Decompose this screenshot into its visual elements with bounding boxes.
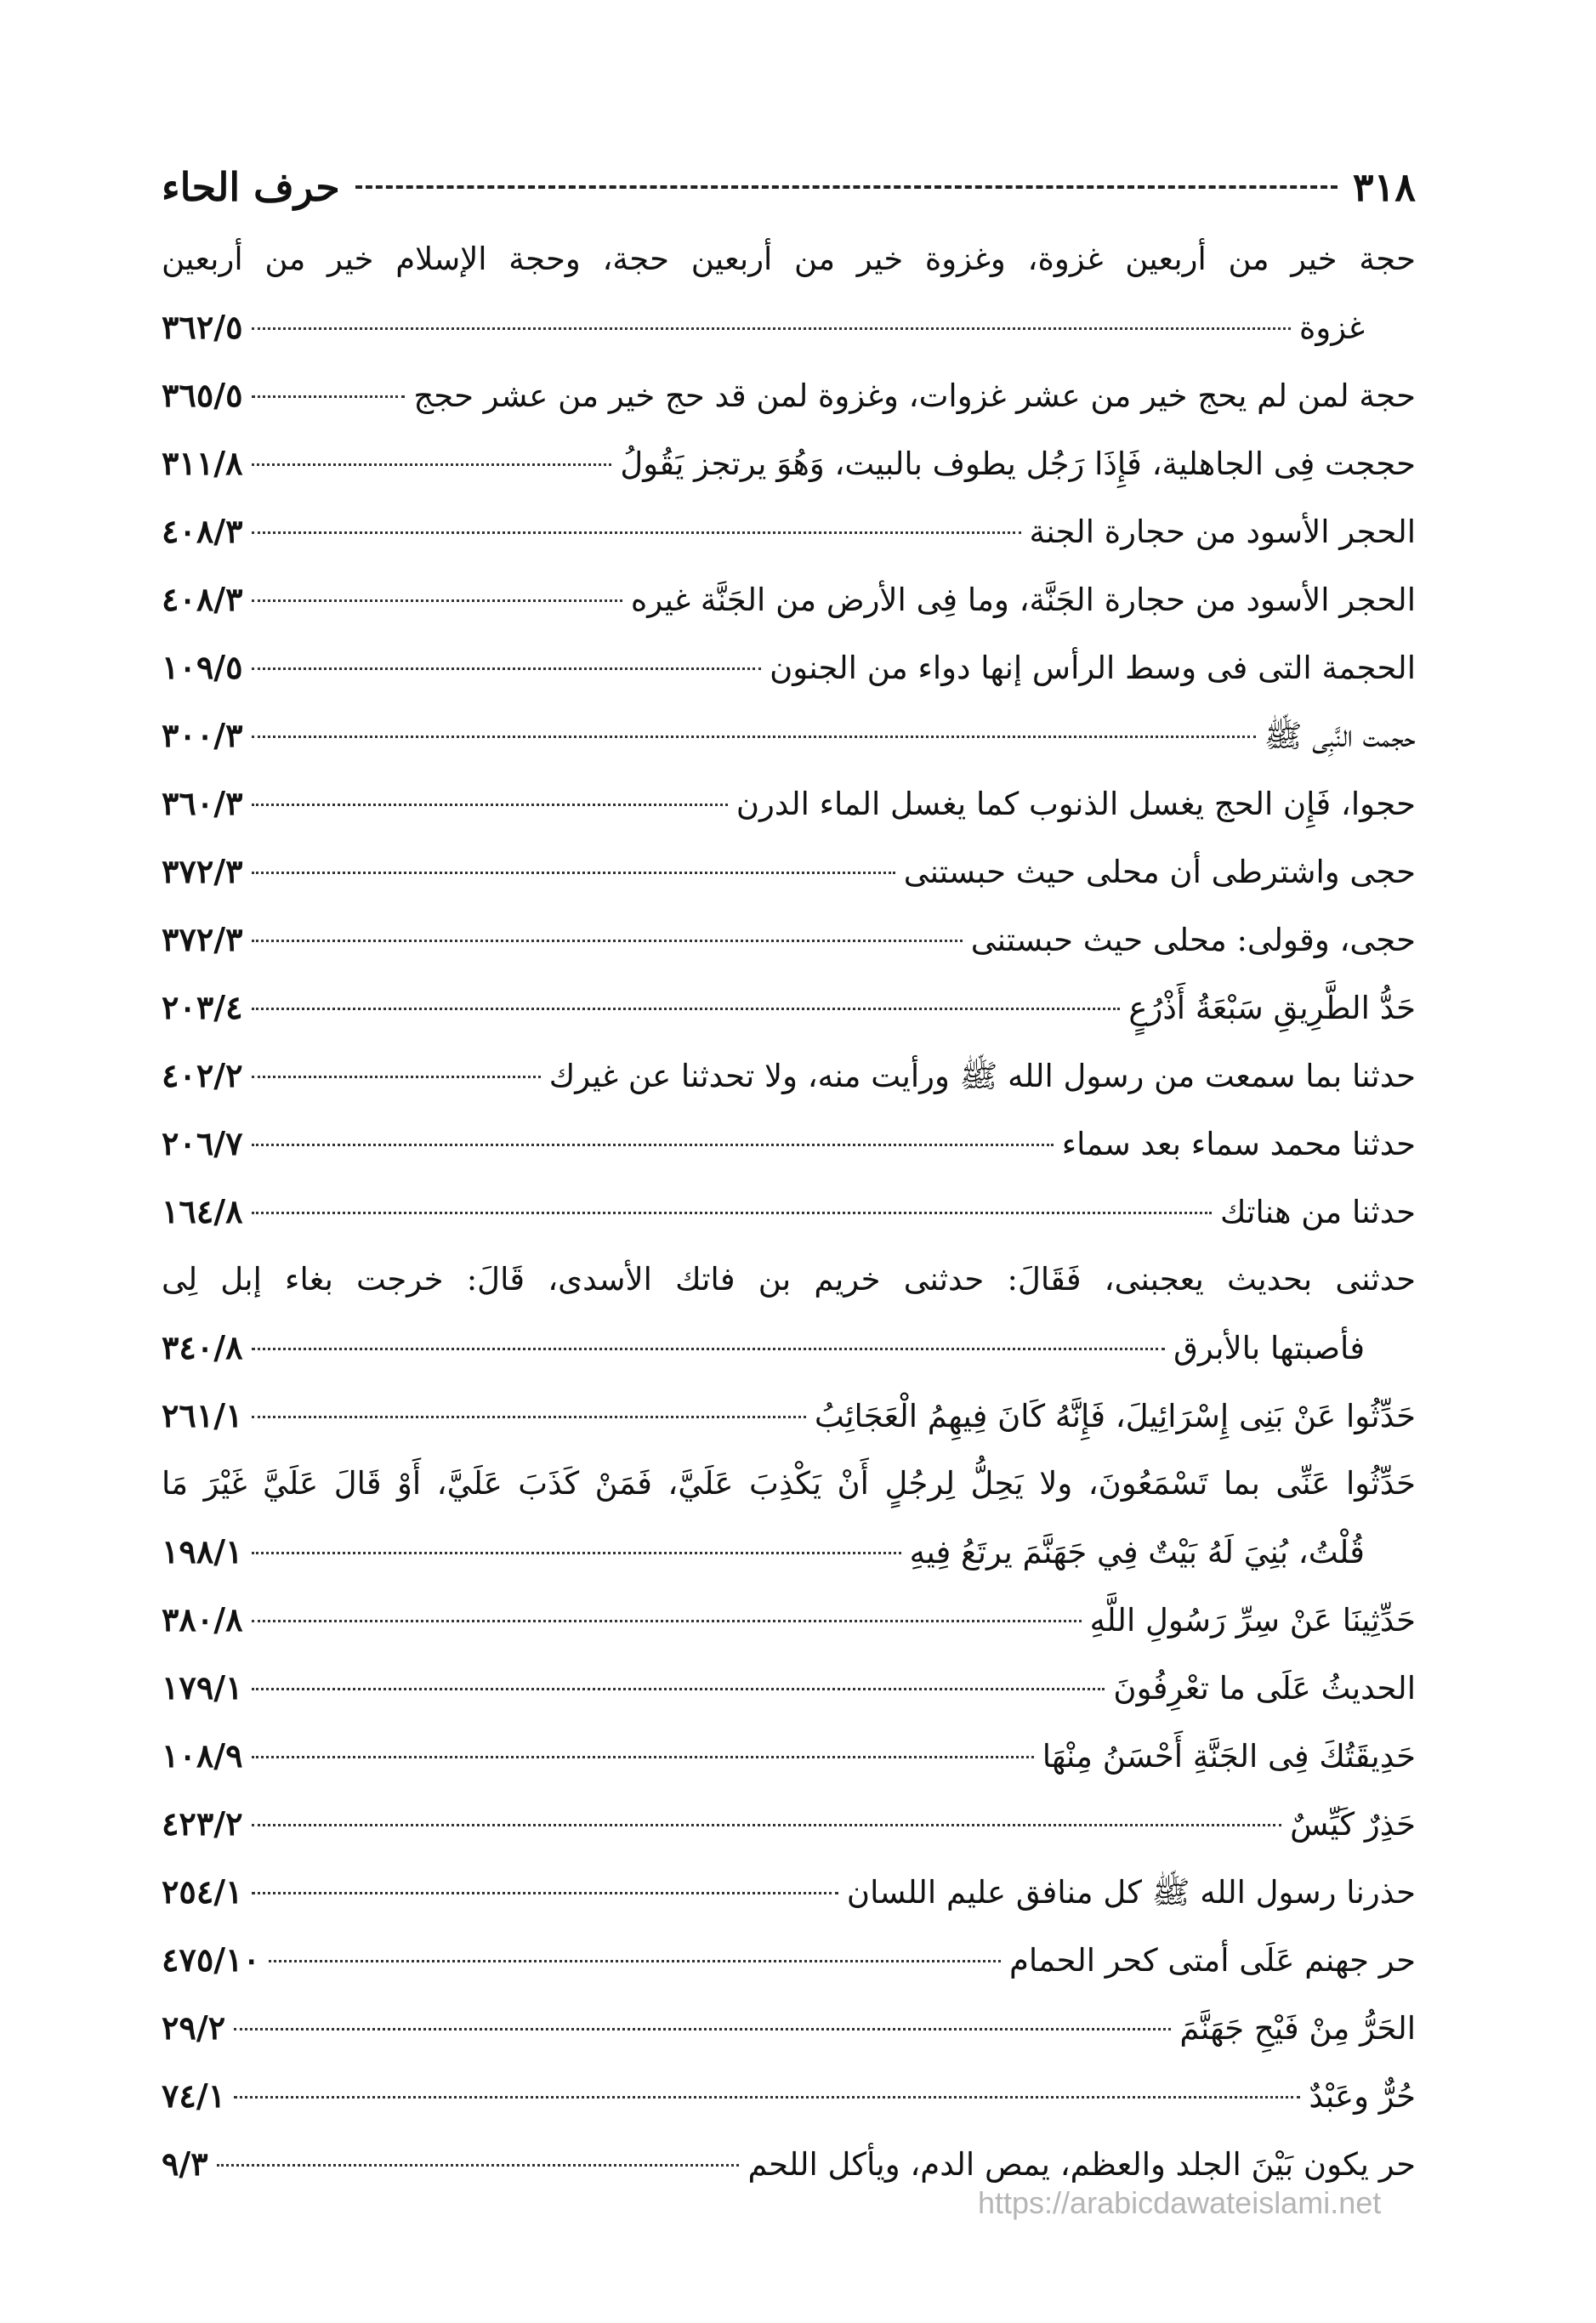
index-entry (162, 1722, 1416, 1790)
dot-leader (252, 736, 1256, 738)
entry-row (162, 1518, 1416, 1586)
entry-reference: ٣٨٠/٨ (162, 1600, 243, 1639)
entry-reference: ٢٠٣/٤ (162, 988, 243, 1026)
index-entry (162, 1790, 1416, 1858)
entry-text: الحجر الأسود من حجارة الجنة (1029, 514, 1416, 550)
dot-leader (252, 531, 1021, 534)
dot-leader (252, 1416, 806, 1418)
entry-reference: ٢٥٤/١ (162, 1872, 243, 1911)
page-number: ٣١٨ (1352, 164, 1416, 210)
entry-text-line: حَدِّثُوا عَنِّى بما تَسْمَعُونَ، ولا يَحِلُّ لِرجُلٍ أَنْ يَكْذِبَ عَلَيَّ، فَمَنْ كَذَبَ عَلَيَّ، أَوْ قَالَ عَلَيَّ غَيْرَ مَا (162, 1465, 1416, 1502)
index-page (162, 149, 1416, 2198)
dot-leader (252, 1688, 1105, 1690)
dot-leader (252, 1892, 838, 1894)
entry-text: حدثنا بما سمعت من رسول الله ﷺ ورأيت منه، ولا تحدثنا عن غيرك (548, 1058, 1416, 1094)
entry-reference: ٢٠٦/٧ (162, 1124, 243, 1162)
dot-leader (269, 1960, 1001, 1962)
index-entry (162, 225, 1416, 361)
entry-text: حر يكون بَيْنَ الجلد والعظم، يمص الدم، ويأكل اللحم (747, 2146, 1416, 2183)
entry-row (162, 701, 1416, 770)
entry-text: حَدِيقَتُكَ فِى الجَنَّةِ أَحْسَنُ مِنْهَا (1042, 1738, 1416, 1775)
index-entry (162, 770, 1416, 838)
dot-leader (234, 2028, 1171, 2030)
entry-row (162, 1382, 1416, 1450)
entry-reference: ١٧٩/١ (162, 1668, 243, 1707)
section-title: حرف الحاء (162, 164, 340, 210)
entry-reference: ١٠٩/٥ (162, 648, 243, 686)
entry-reference: ٤٠٢/٢ (162, 1056, 243, 1094)
index-entry (162, 1450, 1416, 1586)
entry-row (162, 1110, 1416, 1178)
index-entry (162, 974, 1416, 1042)
entry-reference: ٤٧٥/١٠ (162, 1940, 260, 1979)
entry-reference: ٣٧٢/٣ (162, 852, 243, 890)
dot-leader (252, 667, 762, 670)
index-entry (162, 1178, 1416, 1246)
index-entry (162, 906, 1416, 974)
entry-row (162, 1858, 1416, 1926)
entry-text: حججت فِى الجاهلية، فَإِذَا رَجُل يطوف بالبيت، وَهُوَ يرتجز يَقُولُ (620, 446, 1416, 482)
entry-row (162, 1042, 1416, 1110)
dot-leader (234, 2096, 1300, 2099)
entry-reference: ٣١١/٨ (162, 444, 243, 482)
entry-row (162, 1722, 1416, 1790)
entry-row (162, 770, 1416, 838)
dot-leader (252, 1212, 1213, 1214)
entry-reference: ٤٠٨/٣ (162, 580, 243, 618)
entry-row (162, 1654, 1416, 1722)
entry-reference: ٩/٣ (162, 2144, 208, 2183)
entry-reference: ٤٠٨/٣ (162, 512, 243, 550)
dot-leader (252, 1620, 1082, 1622)
entry-text: حَدُّ الطَّرِيقِ سَبْعَةُ أَذْرُعٍ (1128, 990, 1416, 1026)
index-entry (162, 838, 1416, 906)
dot-leader (252, 872, 895, 874)
index-entry (162, 1654, 1416, 1722)
entry-text: غزوة (1298, 310, 1365, 346)
entry-row (162, 906, 1416, 974)
entry-text: الحَرُّ مِنْ فَيْحِ جَهَنَّمَ (1179, 2010, 1416, 2047)
entry-reference: ٣٧٢/٣ (162, 920, 243, 958)
entry-row (162, 429, 1416, 497)
entry-text: حدثنا من هناتك (1220, 1194, 1416, 1230)
entry-row (162, 497, 1416, 565)
entry-row (162, 2062, 1416, 2130)
index-entry (162, 701, 1416, 770)
entry-reference: ١٠٨/٩ (162, 1736, 243, 1775)
dot-leader (252, 1824, 1282, 1826)
entry-text: حجمت النَّبِى ﷺ (1264, 718, 1416, 754)
entry-reference: ١٦٤/٨ (162, 1192, 243, 1230)
entry-text: حَدِّثُوا عَنْ بَنِى إِسْرَائِيلَ، فَإِنَّهُ كَانَ فِيهِمُ الْعَجَائِبُ (814, 1398, 1416, 1434)
entry-text: الحجمة التى فى وسط الرأس إنها دواء من الجنون (770, 650, 1416, 686)
entry-text: حر جهنم عَلَى أمتى كحر الحمام (1008, 1942, 1416, 1979)
index-entry (162, 633, 1416, 701)
dot-leader (252, 1348, 1166, 1350)
dot-leader (252, 1756, 1034, 1758)
entry-reference: ٤٢٣/٢ (162, 1804, 243, 1843)
entry-reference: ٣٤٠/٨ (162, 1328, 243, 1366)
entry-text: حذرنا رسول الله ﷺ كل منافق عليم اللسان (846, 1874, 1416, 1911)
dot-leader (252, 327, 1291, 330)
entry-text: حجى، وقولى: محلى حيث حبستنى (970, 922, 1416, 958)
dot-leader (252, 1076, 541, 1078)
entry-reference: ٧٤/١ (162, 2076, 226, 2115)
entry-reference: ٣٦٠/٣ (162, 784, 243, 822)
entry-text: قُلْتُ، بُنِيَ لَهُ بَيْتٌ فِي جَهَنَّمَ يرتَعُ فِيهِ (909, 1534, 1365, 1570)
entry-row (162, 1926, 1416, 1994)
entry-row (162, 974, 1416, 1042)
index-entry (162, 1110, 1416, 1178)
entry-text: حَدِّثِينَا عَنْ سِرِّ رَسُولِ اللَّهِ (1089, 1602, 1416, 1639)
entry-text: فأصبتها بالأبرق (1173, 1330, 1365, 1366)
dot-leader (217, 2164, 740, 2167)
header-rule (355, 185, 1338, 189)
entry-reference: ٢٩/٢ (162, 2008, 226, 2047)
entry-row (162, 565, 1416, 633)
entry-text: حَذِرٌ كَيِّسٌ (1290, 1806, 1416, 1843)
index-entry (162, 1246, 1416, 1382)
entry-row (162, 838, 1416, 906)
entry-row (162, 361, 1416, 429)
entry-row (162, 1994, 1416, 2062)
entry-row (162, 293, 1416, 361)
entry-text: حُرٌّ وعَبْدٌ (1309, 2078, 1416, 2115)
page-header (162, 149, 1416, 225)
entry-text: حجة لمن لم يحج خير من عشر غزوات، وغزوة لمن قد حج خير من عشر حجج (413, 378, 1416, 414)
index-entry (162, 1042, 1416, 1110)
entry-row (162, 1178, 1416, 1246)
entry-reference: ١٩٨/١ (162, 1532, 243, 1570)
entry-text-line: حدثنى بحديث يعجبنى، فَقَالَ: حدثنى خريم بن فاتك الأسدى، قَالَ: خرجت بغاء إبل لِى (162, 1261, 1416, 1298)
watermark: https://arabicdawateislami.net (978, 2185, 1382, 2220)
index-entry (162, 429, 1416, 497)
entries-list (162, 225, 1416, 2198)
index-entry (162, 497, 1416, 565)
entry-reference: ٣٦٢/٥ (162, 308, 243, 346)
index-entry (162, 1926, 1416, 1994)
dot-leader (252, 395, 406, 398)
entry-text: حجوا، فَإِن الحج يغسل الذنوب كما يغسل الماء الدرن (736, 786, 1416, 822)
index-entry (162, 361, 1416, 429)
entry-row (162, 1790, 1416, 1858)
entry-reference: ٣٠٠/٣ (162, 716, 243, 754)
index-entry (162, 1586, 1416, 1654)
entry-reference: ٣٦٥/٥ (162, 376, 243, 414)
entry-text: حدثنا محمد سماء بعد سماء (1061, 1126, 1416, 1162)
entry-text: الحجر الأسود من حجارة الجَنَّة، وما فِى الأرض من الجَنَّة غيره (630, 582, 1416, 618)
index-entry (162, 2062, 1416, 2130)
dot-leader (252, 1008, 1121, 1010)
entry-text: الحديثُ عَلَى ما تعْرِفُونَ (1113, 1670, 1416, 1707)
dot-leader (252, 599, 622, 602)
dot-leader (252, 804, 728, 806)
entry-reference: ٢٦١/١ (162, 1396, 243, 1434)
index-entry (162, 1858, 1416, 1926)
entry-row (162, 1314, 1416, 1382)
entry-row (162, 1586, 1416, 1654)
index-entry (162, 1382, 1416, 1450)
dot-leader (252, 463, 612, 466)
entry-row (162, 633, 1416, 701)
entry-text: حجى واشترطى أن محلى حيث حبستنى (903, 854, 1416, 890)
index-entry (162, 565, 1416, 633)
dot-leader (252, 1144, 1054, 1146)
entry-text-line: حجة خير من أربعين غزوة، وغزوة خير من أربعين حجة، وحجة الإسلام خير من أربعين (162, 241, 1416, 277)
index-entry (162, 1994, 1416, 2062)
dot-leader (252, 940, 963, 942)
dot-leader (252, 1552, 901, 1554)
